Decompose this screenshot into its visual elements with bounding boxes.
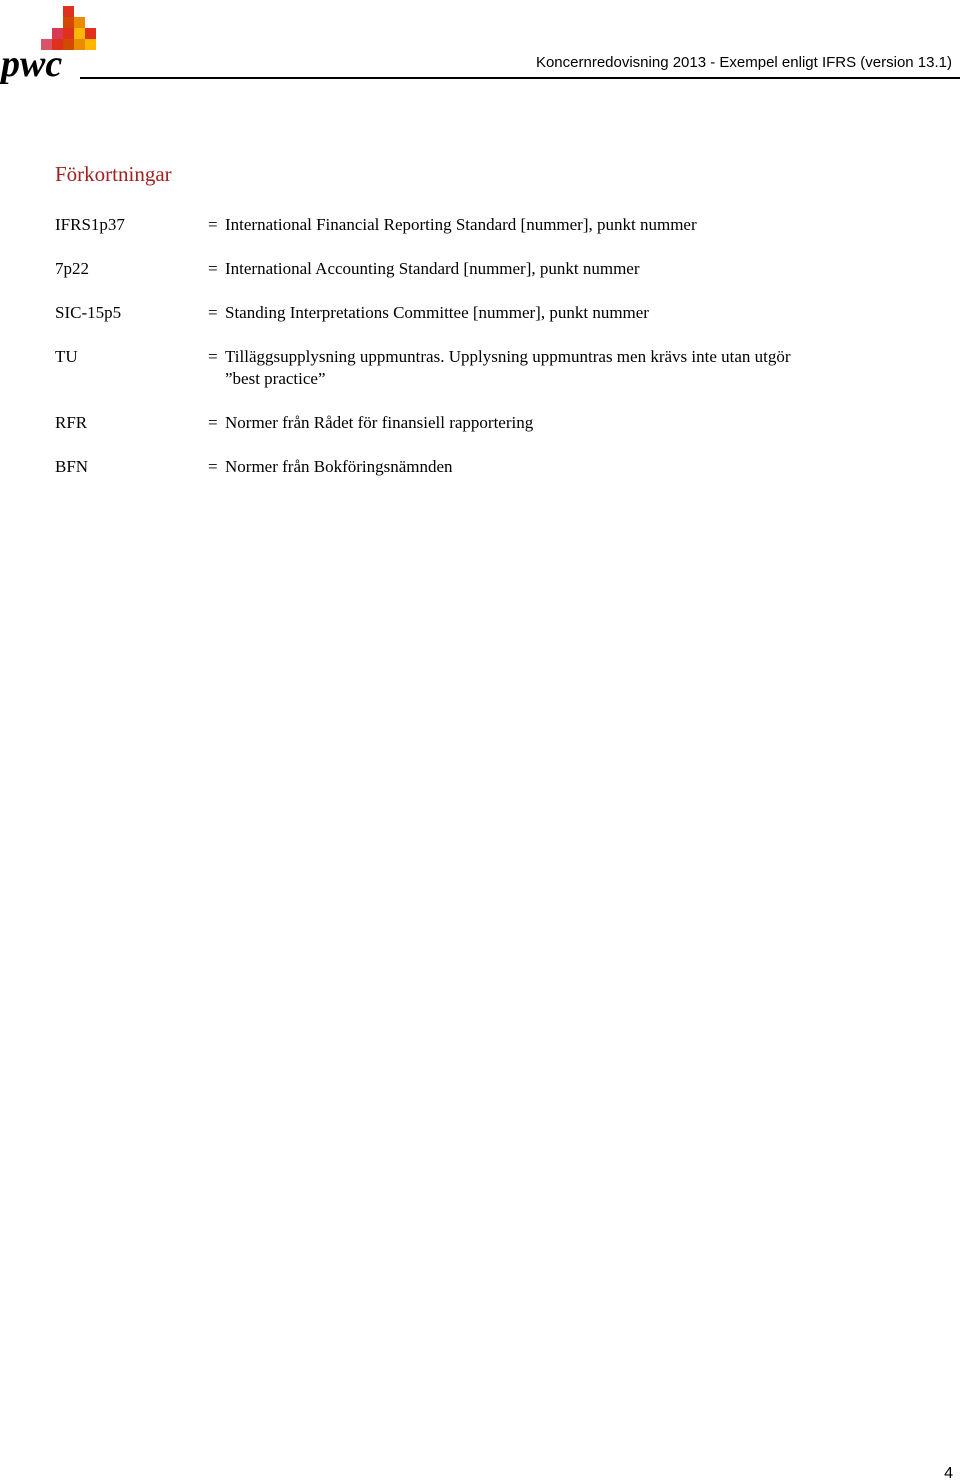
abbreviation-term: RFR	[55, 413, 88, 432]
abbreviation-definition	[208, 456, 915, 478]
abbreviation-definition-text: Tilläggsupplysning uppmuntras. Upplysning uppmuntras men krävs inte utan utgör ”best practice”	[225, 347, 791, 388]
equals-sign: =	[208, 303, 218, 322]
document-header-title: Koncernredovisning 2013 - Exempel enligt IFRS (version 13.1)	[535, 54, 952, 71]
abbreviation-row	[55, 214, 915, 236]
abbreviation-term: TU	[55, 347, 78, 366]
abbreviation-term: SIC-15p5	[55, 303, 122, 322]
equals-sign: =	[208, 259, 218, 278]
equals-sign: =	[208, 347, 218, 366]
abbreviation-definition-text: Standing Interpretations Committee [nummer], punkt nummer	[225, 303, 649, 322]
abbreviation-definition-text: International Accounting Standard [nummer], punkt nummer	[225, 259, 640, 278]
equals-sign: =	[208, 413, 218, 432]
abbreviation-row	[55, 412, 915, 434]
equals-sign: =	[208, 457, 218, 476]
abbreviation-definition-text: International Financial Reporting Standard [nummer], punkt nummer	[225, 215, 697, 234]
abbreviation-definition	[208, 346, 915, 390]
abbreviation-definition	[208, 412, 915, 434]
abbreviation-definition-text: Normer från Bokföringsnämnden	[225, 457, 453, 476]
header-divider	[80, 77, 960, 79]
abbreviation-list	[55, 214, 915, 500]
abbreviation-term: IFRS1p37	[55, 215, 125, 234]
abbreviation-row	[55, 258, 915, 280]
abbreviation-definition	[208, 258, 915, 280]
svg-text:pwc: pwc	[1, 43, 63, 84]
abbreviation-definition-text: Normer från Rådet för finansiell rapportering	[225, 413, 534, 432]
equals-sign: =	[208, 215, 218, 234]
abbreviation-row	[55, 346, 915, 390]
abbreviation-term: BFN	[55, 457, 89, 476]
section-title: Förkortningar	[55, 162, 172, 186]
page-number: 4	[944, 1465, 953, 1482]
abbreviation-row	[55, 456, 915, 478]
pwc-logo	[0, 4, 110, 84]
abbreviation-definition	[208, 302, 915, 324]
abbreviation-term: 7p22	[55, 259, 89, 278]
abbreviation-row	[55, 302, 915, 324]
abbreviation-definition	[208, 214, 915, 236]
